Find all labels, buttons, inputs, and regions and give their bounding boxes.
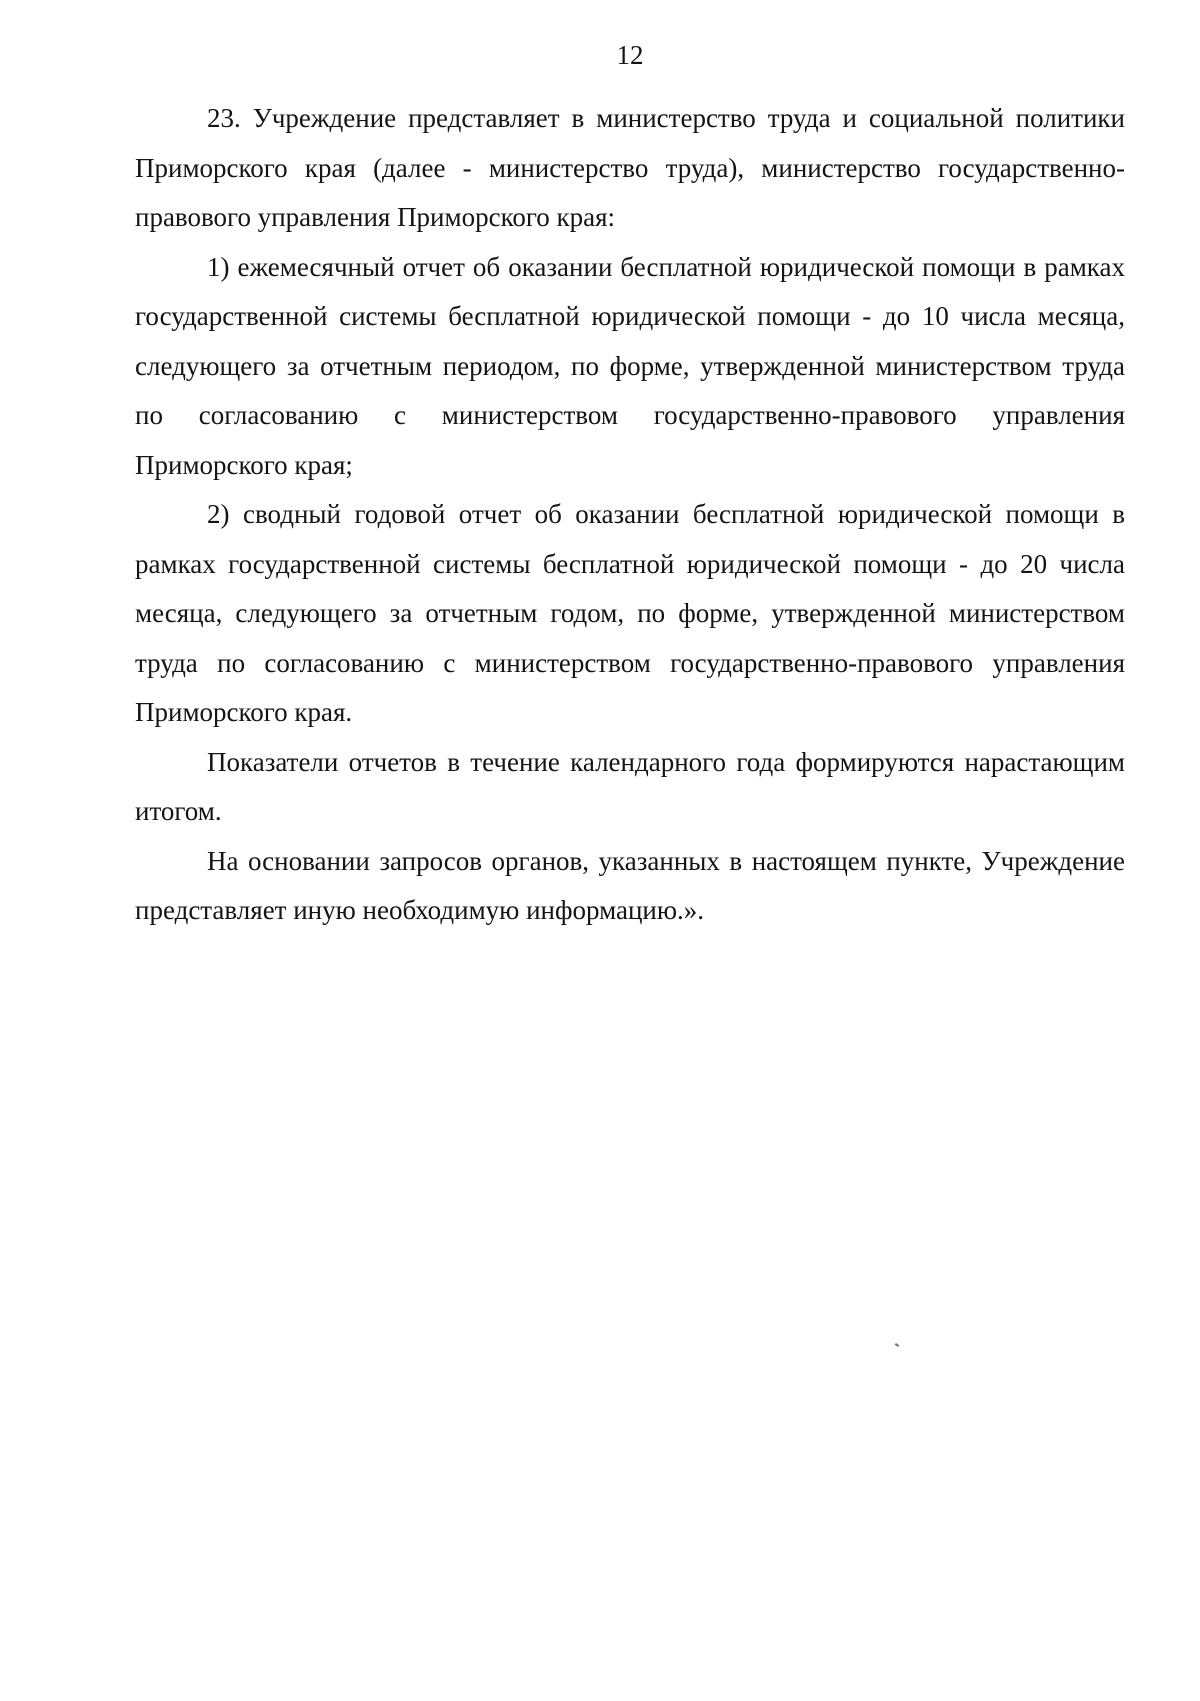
paragraph-item-23: 23. Учреждение представляет в министерство труда и социальной политики Приморского края (далее - министерство труда), министерство государственно-правового управления Приморского края: [135, 103, 1125, 232]
paragraph-other-information: На основании запросов органов, указанных в настоящем пункте, Учреждение представляет иную необходимую информацию.». [135, 845, 1125, 925]
page-number: 12 [616, 40, 644, 70]
paragraph-annual-report: 2) сводный годовой отчет об оказании бесплатной юридической помощи в рамках государственной системы бесплатной юридической помощи - до 20 числа месяца, следующего за отчетным годом, по форме, утвержденной министерством труда по согласованию с министерством государственно-правового управления Приморского края. [135, 499, 1125, 727]
paragraph-monthly-report: 1) ежемесячный отчет об оказании бесплатной юридической помощи в рамках государственной системы бесплатной юридической помощи - до 10 числа месяца, следующего за отчетным периодом, по форме, утвержденной министерством труда по согласованию с министерством государственно-правового управления Приморского края; [135, 251, 1125, 480]
scan-speck [895, 1343, 899, 1347]
document-body [135, 94, 1125, 936]
paragraph-cumulative-indicators: Показатели отчетов в течение календарного года формируются нарастающим итогом. [135, 746, 1125, 826]
